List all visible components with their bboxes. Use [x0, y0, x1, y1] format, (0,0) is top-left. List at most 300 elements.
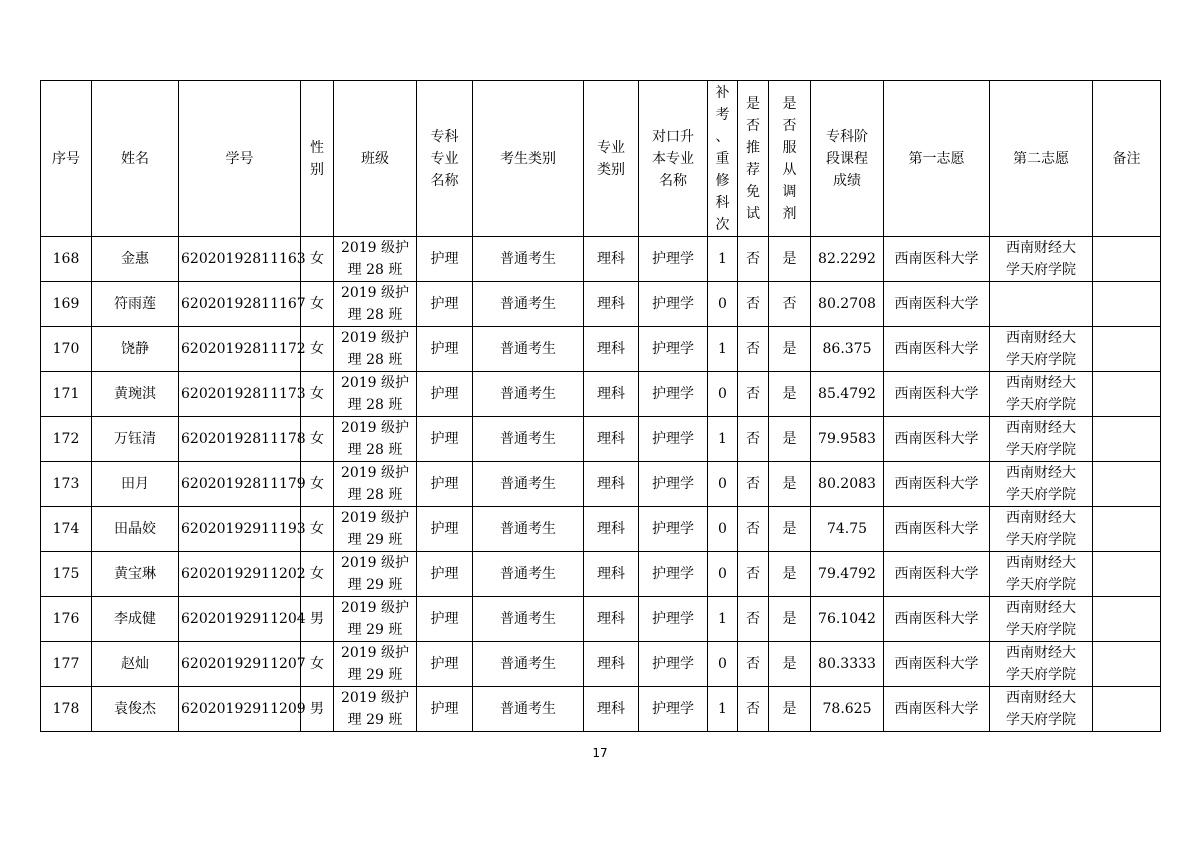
cell-index [41, 552, 92, 597]
cell-remarks [1093, 282, 1161, 327]
cell-gender-text: 女 [310, 386, 324, 402]
cell-major-category-text: 理科 [597, 431, 625, 447]
cell-accept-adjust-text: 是 [782, 341, 797, 357]
cell-exam-exempt-text: 否 [746, 341, 760, 357]
cell-retake-count-text: 1 [718, 611, 727, 627]
cell-second-choice-text: 西南财经大 学天府学院 [1006, 420, 1076, 458]
cell-major-category [584, 372, 639, 417]
cell-remarks [1093, 462, 1161, 507]
header-label: 考生类别 [500, 150, 556, 167]
cell-remarks [1093, 687, 1161, 732]
table-row [41, 417, 1161, 462]
cell-major-category [584, 642, 639, 687]
cell-second-choice-text: 西南财经大 学天府学院 [1006, 600, 1076, 638]
cell-score [811, 552, 884, 597]
header-score [811, 81, 884, 237]
table-row [41, 597, 1161, 642]
cell-accept-adjust-text: 是 [782, 701, 797, 717]
cell-score-text: 82.2292 [818, 251, 876, 267]
cell-score-text: 85.4792 [818, 386, 876, 402]
cell-candidate-type [473, 507, 584, 552]
cell-student-id-text: 62020192911209 [181, 701, 306, 717]
cell-exam-exempt [738, 597, 769, 642]
cell-major-category [584, 687, 639, 732]
cell-accept-adjust [769, 597, 811, 642]
cell-retake-count [708, 372, 738, 417]
header-second-choice [990, 81, 1093, 237]
cell-retake-count [708, 417, 738, 462]
header-student-id [179, 81, 301, 237]
cell-score-text: 74.75 [826, 521, 868, 537]
cell-score-text: 80.3333 [818, 656, 876, 672]
cell-class [334, 462, 417, 507]
cell-exam-exempt-text: 否 [746, 386, 760, 402]
cell-target-major-text: 护理学 [652, 476, 694, 492]
cell-candidate-type [473, 462, 584, 507]
cell-second-choice [990, 642, 1093, 687]
cell-major-category-text: 理科 [597, 701, 625, 717]
cell-first-choice-text: 西南医科大学 [894, 251, 979, 267]
header-exam-exempt [738, 81, 769, 237]
table-row [41, 327, 1161, 372]
cell-exam-exempt-text: 否 [746, 656, 760, 672]
cell-target-major [639, 417, 708, 462]
cell-accept-adjust-text: 是 [782, 656, 797, 672]
cell-candidate-type [473, 597, 584, 642]
header-label: 是 否 服 从 调 剂 [782, 95, 797, 222]
cell-college-major-text: 护理 [430, 386, 459, 402]
cell-score [811, 327, 884, 372]
cell-remarks [1093, 417, 1161, 462]
cell-target-major-text: 护理学 [652, 296, 694, 312]
cell-first-choice-text: 西南医科大学 [894, 341, 979, 357]
cell-college-major [417, 597, 473, 642]
cell-college-major [417, 417, 473, 462]
cell-accept-adjust [769, 372, 811, 417]
cell-first-choice [884, 597, 990, 642]
header-first-choice [884, 81, 990, 237]
cell-student-id [179, 237, 306, 282]
cell-candidate-type [473, 282, 584, 327]
cell-exam-exempt [738, 642, 769, 687]
cell-target-major [639, 597, 708, 642]
cell-score [811, 642, 884, 687]
cell-candidate-type [473, 327, 584, 372]
cell-target-major-text: 护理学 [652, 431, 694, 447]
cell-accept-adjust-text: 是 [782, 476, 797, 492]
header-class [334, 81, 417, 237]
cell-retake-count-text: 1 [718, 341, 727, 357]
cell-score-text: 79.9583 [818, 431, 876, 447]
header-label: 专业 类别 [597, 139, 625, 178]
cell-student-id-text: 62020192911202 [181, 566, 306, 582]
cell-second-choice [990, 282, 1093, 327]
cell-score-text: 86.375 [822, 341, 872, 357]
cell-score-text: 79.4792 [818, 566, 876, 582]
cell-name [92, 507, 179, 552]
cell-exam-exempt-text: 否 [746, 476, 760, 492]
cell-first-choice-text: 西南医科大学 [894, 701, 979, 717]
cell-accept-adjust [769, 327, 811, 372]
cell-remarks [1093, 507, 1161, 552]
header-label: 备注 [1112, 150, 1141, 167]
cell-retake-count-text: 0 [718, 296, 727, 312]
cell-retake-count [708, 282, 738, 327]
cell-candidate-type-text: 普通考生 [500, 296, 556, 312]
cell-accept-adjust [769, 462, 811, 507]
cell-index-text: 174 [52, 521, 80, 537]
cell-class [334, 642, 417, 687]
cell-exam-exempt [738, 687, 769, 732]
cell-index-text: 168 [52, 251, 80, 267]
cell-exam-exempt-text: 否 [746, 611, 760, 627]
table-header-row [41, 81, 1161, 237]
cell-gender-text: 女 [310, 296, 324, 312]
cell-exam-exempt [738, 327, 769, 372]
cell-major-category-text: 理科 [597, 521, 625, 537]
cell-college-major-text: 护理 [430, 701, 459, 717]
cell-score [811, 417, 884, 462]
cell-score [811, 372, 884, 417]
cell-major-category-text: 理科 [597, 341, 625, 357]
cell-second-choice [990, 552, 1093, 597]
cell-index [41, 597, 92, 642]
cell-target-major [639, 282, 708, 327]
cell-class-text: 2019 级护 理 29 班 [340, 510, 410, 548]
cell-accept-adjust [769, 642, 811, 687]
cell-index-text: 177 [52, 656, 80, 672]
cell-accept-adjust [769, 507, 811, 552]
cell-exam-exempt [738, 372, 769, 417]
cell-retake-count [708, 597, 738, 642]
cell-major-category-text: 理科 [597, 476, 625, 492]
cell-first-choice-text: 西南医科大学 [894, 521, 979, 537]
cell-target-major [639, 507, 708, 552]
cell-class-text: 2019 级护 理 28 班 [340, 330, 410, 368]
cell-name-text: 符雨莲 [114, 296, 156, 312]
table-row [41, 237, 1161, 282]
cell-index-text: 170 [52, 341, 80, 357]
cell-student-id [179, 552, 306, 597]
cell-target-major-text: 护理学 [652, 341, 694, 357]
cell-index [41, 642, 92, 687]
cell-college-major [417, 372, 473, 417]
cell-second-choice [990, 462, 1093, 507]
cell-second-choice [990, 417, 1093, 462]
cell-exam-exempt [738, 237, 769, 282]
header-label: 学号 [225, 150, 254, 167]
cell-class-text: 2019 级护 理 28 班 [340, 285, 410, 323]
header-label: 是 否 推 荐 免 试 [746, 95, 760, 222]
cell-first-choice-text: 西南医科大学 [894, 431, 979, 447]
cell-second-choice-text: 西南财经大 学天府学院 [1006, 690, 1076, 728]
cell-exam-exempt-text: 否 [746, 521, 760, 537]
cell-score [811, 507, 884, 552]
cell-first-choice [884, 552, 990, 597]
cell-accept-adjust-text: 是 [782, 251, 797, 267]
cell-accept-adjust [769, 417, 811, 462]
cell-gender-text: 女 [310, 476, 324, 492]
cell-student-id-text: 62020192811172 [181, 341, 306, 357]
cell-college-major [417, 327, 473, 372]
cell-score-text: 76.1042 [818, 611, 876, 627]
cell-college-major-text: 护理 [430, 611, 459, 627]
cell-college-major [417, 552, 473, 597]
cell-name-text: 金惠 [121, 251, 149, 267]
cell-score [811, 282, 884, 327]
cell-candidate-type [473, 417, 584, 462]
cell-candidate-type-text: 普通考生 [500, 521, 556, 537]
cell-index [41, 372, 92, 417]
cell-index [41, 462, 92, 507]
cell-score-text: 80.2708 [818, 296, 876, 312]
cell-first-choice [884, 417, 990, 462]
cell-exam-exempt [738, 417, 769, 462]
cell-retake-count [708, 687, 738, 732]
cell-student-id [179, 417, 306, 462]
cell-gender-text: 男 [310, 701, 324, 717]
cell-target-major [639, 552, 708, 597]
cell-gender-text: 女 [310, 566, 324, 582]
cell-college-major [417, 642, 473, 687]
cell-major-category [584, 327, 639, 372]
header-name [92, 81, 179, 237]
cell-college-major-text: 护理 [430, 656, 459, 672]
header-label: 班级 [361, 150, 389, 167]
cell-first-choice-text: 西南医科大学 [894, 611, 979, 627]
cell-target-major-text: 护理学 [652, 386, 694, 402]
cell-second-choice [990, 237, 1093, 282]
cell-first-choice [884, 372, 990, 417]
cell-name-text: 饶静 [121, 341, 149, 357]
cell-candidate-type [473, 687, 584, 732]
cell-name [92, 327, 179, 372]
cell-college-major-text: 护理 [430, 521, 459, 537]
cell-college-major-text: 护理 [430, 566, 459, 582]
cell-name-text: 黄宝琳 [114, 566, 156, 582]
cell-first-choice [884, 642, 990, 687]
cell-first-choice-text: 西南医科大学 [894, 566, 979, 582]
cell-index [41, 687, 92, 732]
cell-student-id [179, 642, 306, 687]
cell-accept-adjust-text: 是 [782, 566, 797, 582]
cell-exam-exempt-text: 否 [746, 251, 760, 267]
cell-score [811, 597, 884, 642]
cell-target-major [639, 462, 708, 507]
cell-class-text: 2019 级护 理 28 班 [340, 420, 410, 458]
cell-gender-text: 女 [310, 656, 324, 672]
table-row [41, 687, 1161, 732]
cell-retake-count [708, 552, 738, 597]
cell-major-category [584, 282, 639, 327]
cell-class-text: 2019 级护 理 29 班 [340, 600, 410, 638]
cell-first-choice [884, 327, 990, 372]
cell-college-major [417, 282, 473, 327]
cell-remarks [1093, 237, 1161, 282]
cell-target-major-text: 护理学 [652, 251, 694, 267]
cell-index [41, 282, 92, 327]
cell-second-choice-text: 西南财经大 学天府学院 [1006, 465, 1076, 503]
cell-first-choice-text: 西南医科大学 [894, 386, 979, 402]
cell-class-text: 2019 级护 理 29 班 [340, 690, 410, 728]
cell-first-choice [884, 282, 990, 327]
cell-score [811, 687, 884, 732]
header-label: 姓名 [121, 150, 149, 167]
cell-gender-text: 女 [310, 431, 324, 447]
table-row [41, 552, 1161, 597]
cell-student-id [179, 282, 306, 327]
cell-major-category-text: 理科 [597, 611, 625, 627]
cell-target-major [639, 642, 708, 687]
cell-candidate-type-text: 普通考生 [500, 566, 556, 582]
cell-major-category [584, 462, 639, 507]
cell-retake-count-text: 0 [718, 566, 727, 582]
cell-index-text: 175 [52, 566, 80, 582]
cell-retake-count-text: 1 [718, 431, 727, 447]
cell-target-major-text: 护理学 [652, 521, 694, 537]
cell-name-text: 李成健 [114, 611, 156, 627]
header-label: 对口升 本专业 名称 [652, 128, 694, 189]
cell-college-major-text: 护理 [430, 296, 459, 312]
cell-name-text: 赵灿 [121, 656, 149, 672]
cell-class-text: 2019 级护 理 28 班 [340, 240, 410, 278]
cell-target-major-text: 护理学 [652, 701, 694, 717]
cell-student-id-text: 62020192811173 [181, 386, 306, 402]
cell-gender-text: 女 [310, 521, 324, 537]
cell-name [92, 417, 179, 462]
cell-major-category [584, 237, 639, 282]
cell-college-major-text: 护理 [430, 251, 459, 267]
cell-score [811, 462, 884, 507]
cell-exam-exempt-text: 否 [746, 431, 760, 447]
cell-class [334, 552, 417, 597]
cell-retake-count [708, 327, 738, 372]
header-college-major [417, 81, 473, 237]
cell-second-choice-text: 西南财经大 学天府学院 [1006, 555, 1076, 593]
cell-name [92, 642, 179, 687]
cell-score [811, 237, 884, 282]
cell-name [92, 282, 179, 327]
cell-accept-adjust-text: 是 [782, 611, 797, 627]
header-gender [301, 81, 334, 237]
cell-index-text: 171 [52, 386, 80, 402]
cell-retake-count-text: 1 [718, 701, 727, 717]
cell-index [41, 327, 92, 372]
cell-student-id [179, 597, 306, 642]
cell-candidate-type [473, 552, 584, 597]
cell-exam-exempt-text: 否 [746, 566, 760, 582]
cell-retake-count-text: 0 [718, 476, 727, 492]
cell-class [334, 282, 417, 327]
cell-gender-text: 女 [310, 251, 324, 267]
cell-exam-exempt [738, 282, 769, 327]
cell-accept-adjust-text: 是 [782, 521, 797, 537]
cell-first-choice-text: 西南医科大学 [894, 476, 979, 492]
cell-index-text: 169 [52, 296, 80, 312]
cell-candidate-type [473, 642, 584, 687]
cell-name [92, 462, 179, 507]
header-label: 序号 [52, 150, 80, 167]
cell-accept-adjust [769, 552, 811, 597]
cell-second-choice-text: 西南财经大 学天府学院 [1006, 240, 1076, 278]
cell-index [41, 417, 92, 462]
cell-target-major [639, 372, 708, 417]
cell-name-text: 田月 [121, 476, 149, 492]
header-label: 性 别 [310, 139, 324, 178]
cell-exam-exempt [738, 462, 769, 507]
cell-class [334, 327, 417, 372]
cell-class-text: 2019 级护 理 28 班 [340, 375, 410, 413]
cell-index-text: 176 [52, 611, 80, 627]
table-row [41, 372, 1161, 417]
header-label: 专科阶 段课程 成绩 [826, 128, 868, 189]
cell-target-major-text: 护理学 [652, 656, 694, 672]
cell-second-choice [990, 327, 1093, 372]
cell-index [41, 507, 92, 552]
header-remarks [1093, 81, 1161, 237]
cell-index [41, 237, 92, 282]
cell-name [92, 552, 179, 597]
cell-student-id [179, 327, 306, 372]
cell-name-text: 田晶姣 [114, 521, 156, 537]
cell-candidate-type [473, 372, 584, 417]
header-label: 补 考 、 重 修 科 次 [715, 84, 730, 233]
cell-retake-count [708, 462, 738, 507]
cell-candidate-type-text: 普通考生 [500, 341, 556, 357]
table-row [41, 462, 1161, 507]
header-target-major [639, 81, 708, 237]
cell-second-choice-text: 西南财经大 学天府学院 [1006, 510, 1076, 548]
cell-major-category-text: 理科 [597, 296, 625, 312]
cell-name [92, 597, 179, 642]
cell-candidate-type [473, 237, 584, 282]
cell-remarks [1093, 597, 1161, 642]
header-label: 第二志愿 [1013, 150, 1069, 167]
cell-college-major-text: 护理 [430, 341, 459, 357]
cell-name-text: 袁俊杰 [114, 701, 156, 717]
cell-candidate-type-text: 普通考生 [500, 431, 556, 447]
cell-accept-adjust-text: 否 [782, 296, 797, 312]
cell-index-text: 178 [52, 701, 80, 717]
cell-class [334, 507, 417, 552]
cell-candidate-type-text: 普通考生 [500, 251, 556, 267]
cell-candidate-type-text: 普通考生 [500, 656, 556, 672]
header-retake-count [708, 81, 738, 237]
cell-student-id [179, 372, 306, 417]
cell-retake-count [708, 642, 738, 687]
cell-class-text: 2019 级护 理 28 班 [340, 465, 410, 503]
student-table [40, 80, 1161, 732]
cell-target-major [639, 687, 708, 732]
cell-index-text: 172 [52, 431, 80, 447]
header-accept-adjust [769, 81, 811, 237]
header-index [41, 81, 92, 237]
cell-first-choice-text: 西南医科大学 [894, 296, 979, 312]
cell-candidate-type-text: 普通考生 [500, 701, 556, 717]
cell-class [334, 237, 417, 282]
cell-accept-adjust-text: 是 [782, 386, 797, 402]
page-number: 17 [592, 746, 608, 760]
cell-student-id-text: 62020192911207 [181, 656, 306, 672]
cell-retake-count-text: 0 [718, 521, 727, 537]
cell-name [92, 237, 179, 282]
cell-student-id-text: 62020192911193 [181, 521, 306, 537]
cell-accept-adjust [769, 282, 811, 327]
cell-college-major-text: 护理 [430, 431, 459, 447]
table-row [41, 282, 1161, 327]
cell-class [334, 372, 417, 417]
cell-first-choice [884, 687, 990, 732]
